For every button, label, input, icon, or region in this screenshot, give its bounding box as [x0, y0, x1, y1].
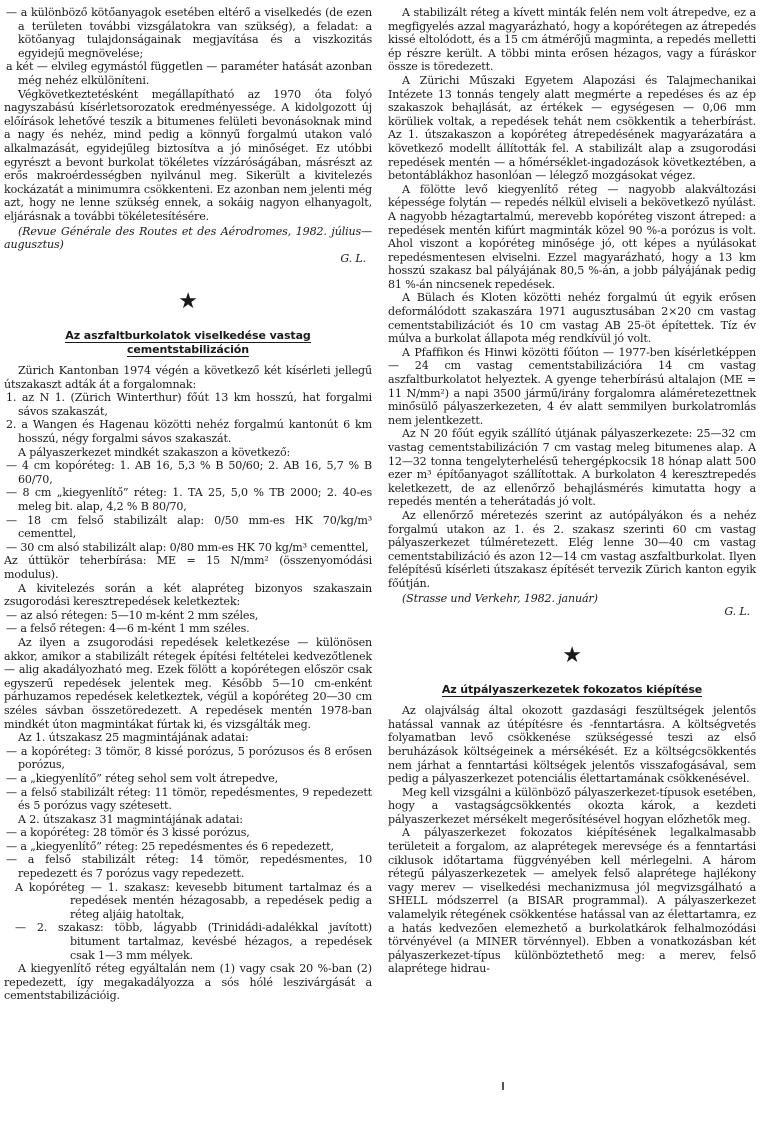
author-signature: G. L.: [724, 605, 750, 619]
bearing-capacity: Az úttükör teherbírása: ME = 15 N/mm² (összenyomódási modulus).: [4, 554, 372, 581]
section-2-item: — a „kiegyenlítő” réteg: 25 repedésmentes és 6 repedezett,: [6, 839, 334, 853]
intro-paragraph: a két — elvileg egymástól független — paraméter hatását azonban még nehéz elkülöníteni.: [6, 60, 372, 87]
article-title: [14, 329, 362, 356]
layer-item: — 4 cm kopóréteg: 1. AB 16, 5,3 % B 50/60; 2. AB 16, 5,7 % B 60/70,: [6, 459, 372, 486]
body-paragraph: A stabilizált réteg a kívett minták felén nem volt átrepedve, ez a megfigyelés azzal magyarázható, hogy a kopórétegen az átrepedés kissé eltolódott, és a 15 cm átmérőjű magminta, a repedés melletti ép részre került. A többi minta erősen hézagos, vagy a fúráskor össze is töredezett.: [388, 6, 756, 74]
article-title: [398, 683, 746, 696]
section-1-item: — a kopóréteg: 3 tömör, 8 kissé porózus, 5 porózusos és 8 erősen porózus,: [6, 744, 372, 772]
layer-item: — 8 cm „kiegyenlítő” réteg: 1. TA 25, 5,0 % TB 2000; 2. 40-es meleg bit. alap, 4,2 % B 80/70,: [6, 486, 372, 514]
joint-item: — az alsó rétegen: 5—10 m-ként 2 mm széles,: [6, 608, 259, 622]
body-paragraph: A pályaszerkezet fokozatos kiépítésének legalkalmasabb területeit a forgalom, az alaprétegek merevsége és a fenntartási ciklusok időtartama függvényében kell mérlegelni. A három rétegű pályaszerkezetek — amelyek felső alaprétege hajlékony vagy merev — viselkedési mechanizmusa jól megvizsgálható a SHELL módszerrel (a BISAR programmal). A pályaszerkezet valamelyik rétegének csökkentése hatással van az élettartamra, ez a hatás kedvezően elemezhető a burkolatkárok felhalmozódási törvényével (a MINER törvénnyel). Ebben a vonatkozásban két pályaszerkezet-típus különböztethető meg: a merev, felső alaprétege hidrau-: [388, 826, 756, 976]
layer-item: — 18 cm felső stabilizált alap: 0/50 mm-es HK 70/kg/m³ cementtel,: [6, 513, 372, 541]
leveling-course-paragraph: A kiegyenlítő réteg egyáltalán nem (1) vagy csak 20 %-ban (2) repedezett, így megakadályozza a sós hólé leszivárgását a cementstabilizációig.: [4, 962, 372, 1003]
body-paragraph: Az olajválság által okozott gazdasági feszültségek jelentős hatással vannak az útépítésre és -fenntartásra. A költségvetés folyamatban levő csökkenése szükségessé teszi az első beruházások költségeinek a mérsékését. Ez a költségcsökkentés nem járhat a fenntartási költségek jelentős visszafogásával, sem pedig a pályaszerkezet potenciális élettartamának csökkenésével.: [388, 704, 756, 786]
body-paragraph: Meg kell vizsgálni a különböző pályaszerkezet-típusok esetében, hogy a vastagságcsökkentés okozta károk, a kezdeti pályaszerkezet mérsékelt megerősítésével hogyan előzhetők meg.: [388, 785, 756, 826]
section-2-item: — a felső stabilizált réteg: 14 tömör, repedésmentes, 10 repedezett és 7 porózus vagy repedezett.: [6, 853, 372, 881]
wearing-course-item: — 2. szakasz: több, lágyabb (Trinidádi-adalékkal javított) bitument tartalmaz, kevésbé hézagos, a repedések csak 1—3 mm mélyek.: [15, 921, 372, 962]
body-paragraph: A Bülach és Kloten közötti nehéz forgalmú út egyik erősen deformálódott szakaszára 1971 augusztusában 2×20 cm vastag cementstabilizációt és 10 cm vastag AB 25-öt építettek. Tíz év múlva a burkolat állapota még rendkívül jó volt.: [388, 291, 756, 346]
body-paragraph: Az ellenőrző méretezés szerint az autópályákon és a nehéz forgalmú utakon az 1. és 2. szakasz szerinti 60 cm vastag pályaszerkezet túlméretezett. Elég lenne 30—40 cm vastag cementstabilizáció és azon 12—14 cm vastag aszfaltburkolat. Ilyen felépítésű kísérleti útszakasz építését tervezik Zürich kanton egyik főútján.: [388, 508, 756, 590]
section-1-item: — a felső stabilizált réteg: 11 tömör, repedésmentes, 9 repedezett és 5 porózus vagy szétesett.: [6, 785, 372, 813]
body-paragraph: A Zürichi Műszaki Egyetem Alapozási és Talajmechanikai Intézete 13 tonnás tengely alatt megmérte a repedéses és az ép szakaszok behajlását, az értékek — egységesen — 0,06 mm körüliek voltak, a repedések tehát nem csökkentik a teherbírást. Az 1. útszakaszon a kopóréteg átrepedésének magyarázatára a következő modellt állították fel. A stabilizált alap a zsugorodási repedések mentén — a hőmérséklet-ingadozások következtében, a betontáblákhoz hasonlóan — lélegző mozgásokat végez.: [388, 73, 756, 183]
article-title-text: Az aszfaltburkolatok viselkedése vastag cementstabilizáción: [65, 329, 311, 356]
layer-item: — 30 cm alsó stabilizált alap: 0/80 mm-es HK 70 kg/m³ cementtel,: [6, 540, 369, 554]
body-paragraph: A Pfaffikon és Hinwi közötti főúton — 1977-ben kísérletképpen — 24 cm vastag cementstabilizációra 14 cm vastag aszfaltburkolatot helyeztek. A gyenge teherbírású altalajon (ME = 11 N/mm²) a napi 3500 jármű/irány forgalomra aláméretezettnek minősülő pályaszerkezeten, 4 év alatt semmilyen burkolatromlás nem jelentkezett.: [388, 345, 756, 427]
section-separator-star: ★: [178, 289, 198, 315]
left-column: [4, 6, 372, 1003]
section-2-item: — a kopóréteg: 28 tömör és 3 kissé porózus,: [6, 826, 250, 840]
list-item: 2. a Wangen és Hagenau közötti nehéz forgalmú kantonút 6 km hosszú, négy forgalmi sávos szakaszát.: [6, 418, 372, 446]
intro-paragraph: — a különböző kötőanyagok esetében eltérő a viselkedés (de ezen a területen további vizsgálatokra van szükség), a feladat: a kötőanyag tulajdonságainak megjavítása és a viszkozitás egyidejű megnövelése;: [6, 6, 372, 60]
joint-item: — a felső rétegen: 4—6 m-ként 1 mm széles.: [6, 622, 250, 636]
right-column: [388, 6, 756, 976]
layers-intro: A pályaszerkezet mindkét szakaszon a következő:: [18, 445, 291, 459]
body-paragraph: A fölötte levő kiegyenlítő réteg — nagyobb alakváltozási képessége folytán — repedés nélkül elviseli a bekövetkező nyúlást. A nagyobb hézagtartalmú, merevebb kopóréteg viszont átreped: a repedések mentén kifúrt magminták közel 90 %-a porózus is volt. Ahol viszont a kopóréteg minősége jó, ott képes a nyúlásokat repedésmentesen elviselni. Ezzel magyarázható, hogy a 13 km hosszú szakasz bal pályájának 80,5 %-án, a jobb pályájának pedig 81 %-án nincsenek repedések.: [388, 182, 756, 291]
section-separator-star: ★: [562, 642, 582, 668]
author-signature: G. L.: [340, 251, 366, 265]
list-item: 1. az N 1. (Zürich Winterthur) főút 13 km hosszú, hat forgalmi sávos szakaszát,: [6, 391, 372, 418]
conclusion-paragraph: Végkövetkeztetésként megállapítható az 1970 óta folyó nagyszabású kísérletsorozatok eredményessége. A kidolgozott új előírások lehetővé teszik a bitumenes felületi bevonásoknak mind a nagy és nehéz, mind pedig a könnyű forgalmú utakon való alkalmazását, egyidejűleg biztosítva a jó minőséget. Ez utóbbi egyrészt a bevont burkolat tökéletes vízzáróságában, másrészt az erős makroérdességben nyilvánul meg. Sikerült a kivitelezés kockázatát a minimumra csökkenteni. Ez azonban nem jelenti még azt, hogy ne lenne szükség ennek, a sokáig nagyon elhanyagolt, eljárásnak a további tökéletesítésére.: [4, 87, 372, 223]
source-citation: (Strasse und Verkehr, 1982. január): [402, 591, 598, 605]
article-intro: Zürich Kantonban 1974 végén a következő két kísérleti jellegű útszakaszt adták át a forgalomnak:: [4, 364, 372, 391]
article-title-text: Az útpályaszerkezetek fokozatos kiépítése: [441, 682, 703, 696]
section-1-intro: Az 1. útszakasz 25 magmintájának adatai:: [18, 731, 249, 745]
cracks-paragraph: Az ilyen a zsugorodási repedések keletkezése — különösen akkor, amikor a stabilizált rétegek építési feltételei kedvezőtlenek — alig akadályozható meg. Ezek fölött a kopórétegen először csak egyszerű repedések jelentek meg. Később 5—10 cm-enként párhuzamos repedések keletkeztek, végül a kopóréteg 20—30 cm széles sávban összetöredezett. A repedések mentén 1978-ban mindkét úton magmintákat fúrtak ki, és vizsgálták meg.: [4, 635, 372, 731]
section-2-intro: A 2. útszakasz 31 magmintájának adatai:: [18, 812, 243, 826]
source-citation: (Revue Générale des Routes et des Aérodromes, 1982. július—augusztus): [4, 224, 372, 252]
joints-intro: A kivitelezés során a két alapréteg bizonyos szakaszain zsugorodási keresztrepedések keletkeztek:: [4, 581, 372, 609]
wearing-course-item: A kopóréteg — 1. szakasz: kevesebb bitument tartalmaz és a repedések mentén hézagosabb, a repedések pedig a réteg aljáig hatoltak,: [15, 880, 372, 921]
section-1-item: — a „kiegyenlítő” réteg sehol sem volt átrepedve,: [6, 771, 279, 785]
page-mark: [502, 1082, 504, 1090]
body-paragraph: Az N 20 főút egyik szállító útjának pályaszerkezete: 25—32 cm vastag cementstabilizáción 7 cm vastag meleg bitumenes alap. A 12—32 tonna tengelyterhelésű tehergépkocsik 18 hónap alatt 500 ezer m³ építőanyagot szállítottak. A burkolaton 4 keresztrepedés keletkezett, de az ellenőrző behajlásmérés kimutatta hogy a repedés mentén a teherátadás jó volt.: [388, 427, 756, 509]
